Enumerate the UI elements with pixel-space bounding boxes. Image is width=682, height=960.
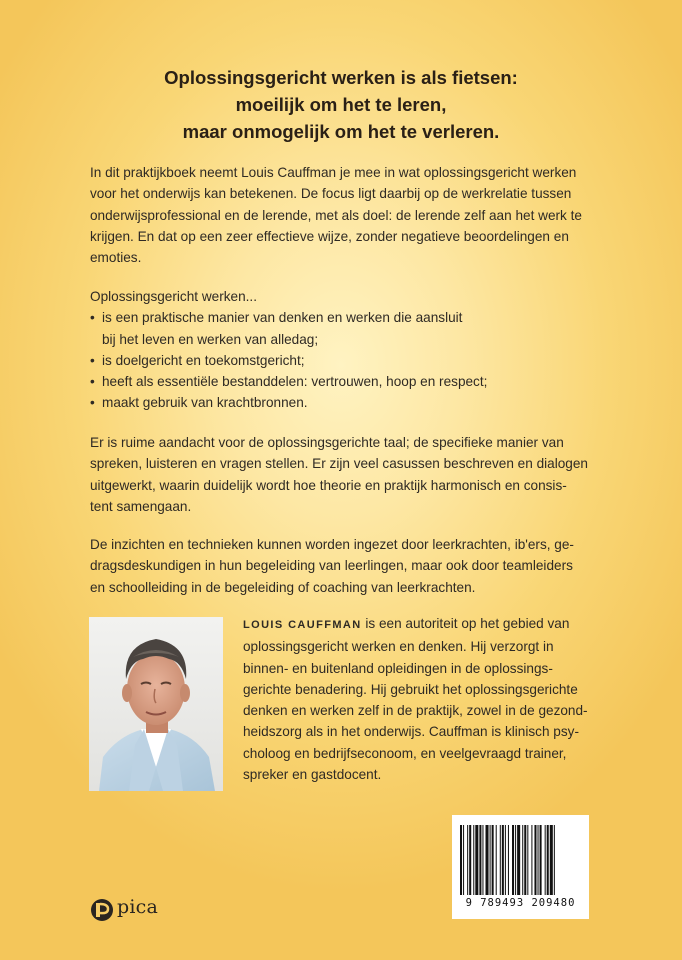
barcode [452, 815, 589, 919]
bio-line: oplossingsgericht werken en denken. Hij verzorgt in [243, 639, 554, 655]
bullet-marker: • [90, 352, 95, 368]
barcode-bar [490, 825, 491, 895]
list-heading: Oplossingsgericht werken... [90, 289, 257, 304]
bio-line: spreker en gastdocent. [243, 767, 382, 783]
publisher-name: pica [117, 896, 159, 918]
barcode-bar [522, 825, 523, 895]
intro-line: In dit praktijkboek neemt Louis Cauffman je mee in wat oplossingsgericht werken [90, 165, 577, 180]
list-item [90, 392, 590, 413]
barcode-bar [527, 825, 528, 895]
barcode-bar [550, 825, 553, 895]
paragraph-line: uitgewerkt, waarin duidelijk wordt hoe theorie en praktijk harmonisch en consis- [90, 477, 567, 493]
intro-line: emoties. [90, 250, 142, 266]
barcode-bar [524, 825, 526, 895]
barcode-bar [460, 825, 462, 895]
list-item-text: heeft als essentiële bestanddelen: vertrouwen, hoop en respect; [102, 374, 488, 390]
features-list [90, 286, 590, 414]
list-item [90, 307, 590, 328]
barcode-bar [467, 825, 468, 895]
barcode-number: 9 789493 209480 [465, 897, 576, 909]
barcode-bar [500, 825, 501, 895]
paragraph-line: spreken, luisteren en vragen stellen. Er zijn veel casussen beschreven en dialogen [90, 456, 588, 472]
barcode-bar [512, 825, 514, 895]
barcode-bar [538, 825, 539, 895]
list-item-text: is doelgericht en toekomstgericht; [102, 352, 305, 368]
barcode-bar [496, 825, 497, 895]
bullet-marker: • [90, 395, 95, 411]
barcode-bar [479, 825, 481, 895]
barcode-bar [492, 825, 494, 895]
intro-line: voor het onderwijs kan betekenen. De focus ligt daarbij op de werkrelatie tussen [90, 186, 572, 202]
barcode-bar [531, 825, 532, 895]
paragraph-line: tent samengaan. [90, 498, 192, 514]
paragraph-line: dragsdeskundigen in hun begeleiding van leerlingen, maar ook door teamleiders [90, 558, 573, 574]
pica-logo-icon [90, 898, 114, 922]
author-bio [243, 613, 593, 785]
list-item-text: maakt gebruik van krachtbronnen. [102, 395, 308, 411]
barcode-bar [482, 825, 483, 895]
tagline-line-2: moeilijk om het te leren, [235, 94, 447, 115]
barcode-bar [534, 825, 536, 895]
list-item-continuation: bij het leven en werken van alledag; [102, 331, 319, 347]
paragraph-line: en schoolleiding in de begeleiding of coaching van leerkrachten. [90, 579, 476, 595]
bio-line [243, 613, 593, 636]
barcode-bar [469, 825, 471, 895]
barcode-bar [517, 825, 520, 895]
barcode-bar [515, 825, 516, 895]
bio-line: gerichte benadering. Hij gebruikt het oplossingsgerichte [243, 681, 578, 697]
barcode-bar [554, 825, 555, 895]
intro-line: krijgen. En dat op een zeer effectieve wijze, zonder negatieve beoordelingen en [90, 228, 569, 244]
audience-paragraph [90, 534, 590, 598]
barcode-bar [463, 825, 464, 895]
barcode-bar [505, 825, 506, 895]
author-photo [89, 617, 223, 791]
tagline-line-3: maar onmogelijk om het te verleren. [182, 121, 500, 142]
list-item-text: is een praktische manier van denken en werken die aansluit [102, 310, 463, 326]
bullet-marker: • [90, 310, 95, 326]
barcode-bar [502, 825, 504, 895]
intro-line: onderwijsprofessional en de lerende, met als doel: de lerende zelf aan het werk te [90, 207, 582, 223]
bio-line: heidszorg als in het onderwijs. Cauffman is klinisch psy- [243, 724, 579, 740]
bio-line: binnen- en buitenland opleidingen in de oplossings- [243, 660, 553, 676]
language-paragraph [90, 432, 590, 517]
barcode-bar [508, 825, 509, 895]
barcode-bars [460, 825, 581, 895]
bullet-marker: • [90, 374, 95, 390]
barcode-bar [486, 825, 489, 895]
barcode-bar [473, 825, 474, 895]
list-item [90, 350, 590, 371]
author-name: LOUIS CAUFFMAN [243, 619, 362, 631]
bio-line: choloog en bedrijfseconoom, en veelgevraagd trainer, [243, 745, 567, 761]
barcode-bar [540, 825, 542, 895]
barcode-bar [475, 825, 478, 895]
intro-paragraph [90, 162, 590, 268]
paragraph-line: De inzichten en technieken kunnen worden ingezet door leerkrachten, ib'ers, ge- [90, 537, 574, 552]
barcode-bar [545, 825, 546, 895]
tagline-line-1: Oplossingsgericht werken is als fietsen: [164, 67, 518, 88]
bio-first-line: is een autoriteit op het gebied van [361, 616, 570, 631]
paragraph-line: Er is ruime aandacht voor de oplossingsgerichte taal; de specifieke manier van [90, 435, 564, 450]
list-item [90, 371, 590, 392]
barcode-bar [547, 825, 549, 895]
tagline [0, 64, 682, 145]
bio-line: denken en werken zelf in de praktijk, zowel in de gezond- [243, 703, 588, 719]
